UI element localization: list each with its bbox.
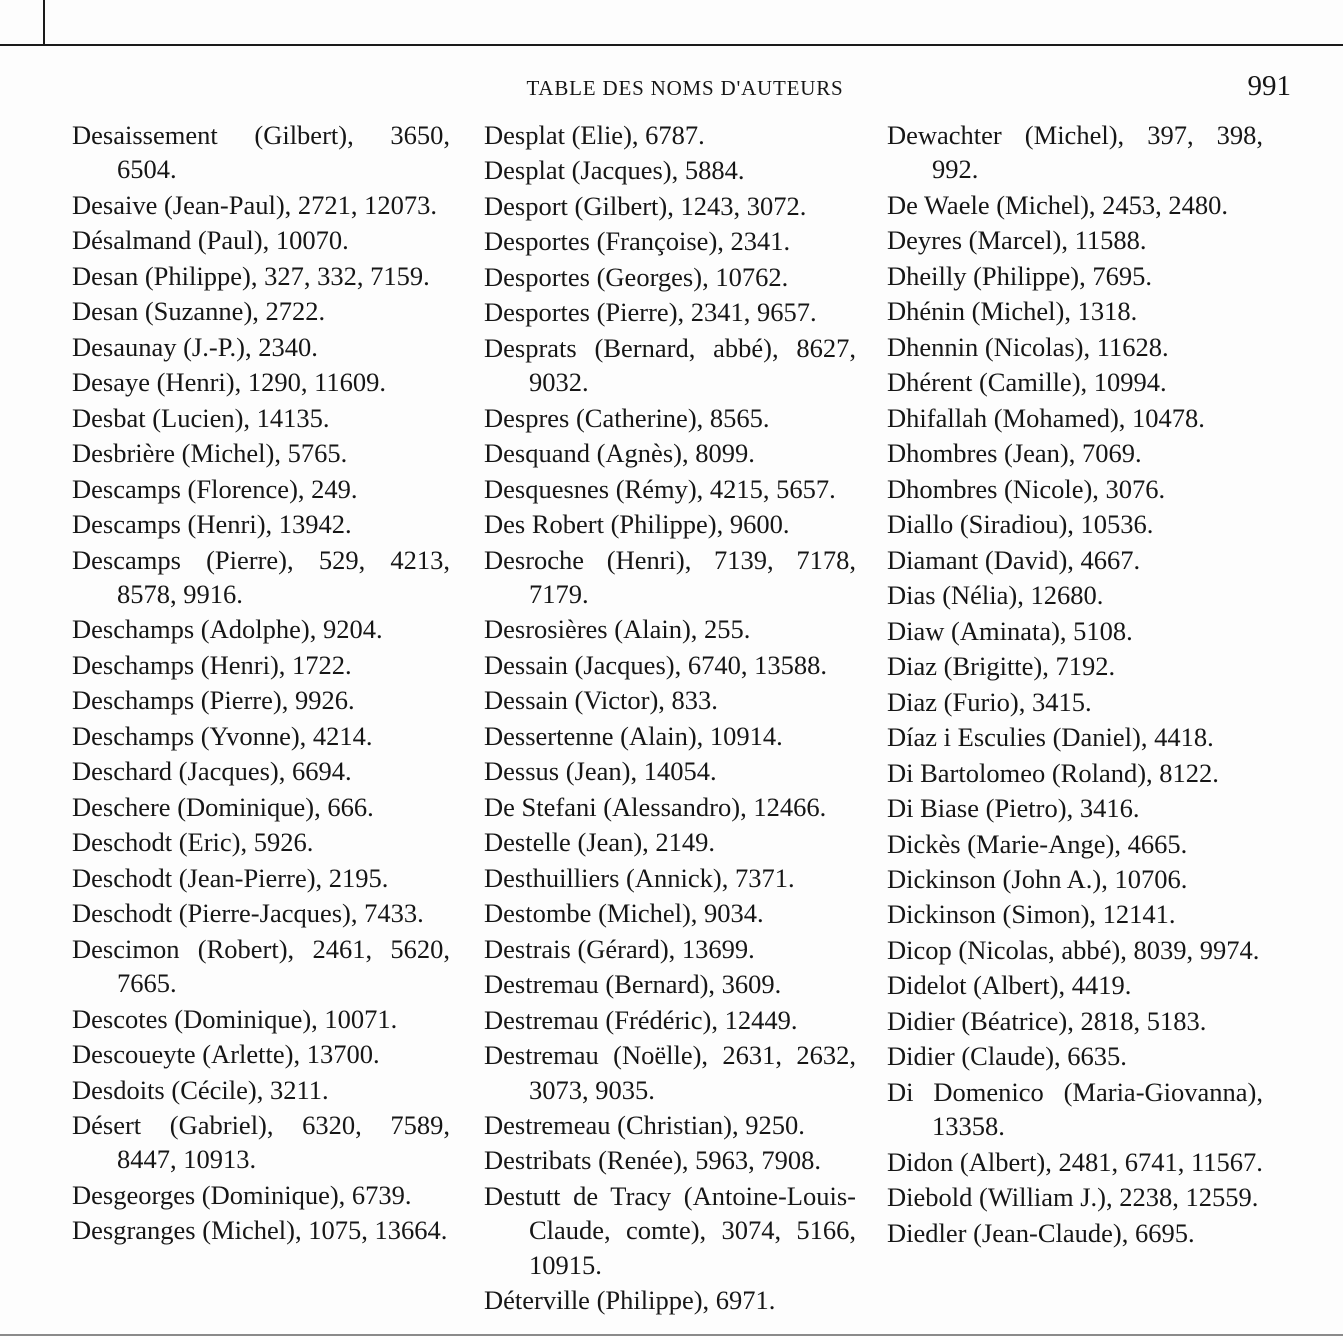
index-entry: Di Biase (Pietro), 3416. [887, 793, 1140, 824]
index-entry: Destelle (Jean), 2149. [484, 827, 716, 858]
index-entry: Destrais (Gérard), 13699. [484, 933, 755, 964]
index-entry: De Stefani (Alessandro), 12466. [484, 791, 827, 822]
index-entry: Didon (Albert), 2481, 6741, 11567. [887, 1146, 1263, 1177]
index-entry: Desroche (Henri), 7139, 7178, 7179. [484, 544, 856, 609]
index-column-1 [72, 118, 450, 1249]
index-entry: Diaw (Aminata), 5108. [887, 615, 1133, 646]
index-entry: Destremeau (Christian), 9250. [484, 1110, 805, 1140]
index-entry: Despres (Catherine), 8565. [484, 402, 770, 433]
index-entry: Desquesnes (Rémy), 4215, 5657. [484, 473, 836, 504]
index-entry: Déterville (Philippe), 6971. [484, 1285, 776, 1316]
index-entry: Desbat (Lucien), 14135. [72, 402, 330, 433]
index-entry: Dhombres (Nicole), 3076. [887, 473, 1166, 504]
index-entry: Díaz i Esculies (Daniel), 4418. [887, 722, 1214, 753]
index-entry: Descamps (Florence), 249. [72, 473, 358, 504]
index-entry: Desaive (Jean-Paul), 2721, 12073. [72, 189, 438, 220]
index-column-3 [887, 118, 1263, 1251]
index-column-2 [484, 118, 856, 1319]
index-entry: Desprats (Bernard, abbé), 8627, 9032. [484, 332, 856, 398]
index-entry: Dewachter (Michel), 397, 398, 992. [887, 120, 1263, 185]
index-entry: Dickinson (John A.), 10706. [887, 863, 1188, 894]
index-entry: Deschamps (Yvonne), 4214. [72, 720, 373, 751]
index-entry: Deyres (Marcel), 11588. [887, 225, 1147, 256]
index-entry: Desdoits (Cécile), 3211. [72, 1074, 329, 1105]
running-head: TABLE DES NOMS D'AUTEURS [526, 76, 844, 100]
index-entry: Deschere (Dominique), 666. [72, 791, 374, 822]
index-entry: Desportes (Françoise), 2341. [484, 226, 791, 257]
index-entry: Descamps (Henri), 13942. [72, 509, 352, 540]
index-entry: Deschodt (Eric), 5926. [72, 827, 314, 858]
index-entry: Dias (Nélia), 12680. [887, 580, 1104, 611]
index-entry: Desport (Gilbert), 1243, 3072. [484, 190, 807, 221]
index-entry: Des Robert (Philippe), 9600. [484, 509, 790, 540]
index-entry: Descotes (Dominique), 10071. [72, 1003, 398, 1034]
index-entry: Dheilly (Philippe), 7695. [887, 260, 1152, 291]
bottom-rule [0, 1334, 1343, 1336]
index-entry: Desportes (Pierre), 2341, 9657. [484, 297, 817, 328]
index-entry: Diedler (Jean-Claude), 6695. [887, 1217, 1195, 1248]
index-entry: Dhennin (Nicolas), 11628. [887, 331, 1169, 362]
index-entry: Deschard (Jacques), 6694. [72, 756, 352, 787]
index-entry: Descamps (Pierre), 529, 4213, 8578, 9916. [72, 544, 450, 609]
index-entry: Dhombres (Jean), 7069. [887, 438, 1142, 469]
index-entry: Diaz (Brigitte), 7192. [887, 651, 1116, 682]
index-entry: Didier (Claude), 6635. [887, 1041, 1127, 1072]
index-entry: Didelot (Albert), 4419. [887, 970, 1132, 1001]
index-entry: Deschodt (Pierre-Jacques), 7433. [72, 898, 424, 929]
index-entry: Dessertenne (Alain), 10914. [484, 720, 783, 751]
index-entry: Désert (Gabriel), 6320, 7589, 8447, 10913. [72, 1110, 450, 1175]
index-entry: Descoueyte (Arlette), 13700. [72, 1039, 380, 1070]
index-entry: Dessain (Victor), 833. [484, 685, 718, 716]
index-entry: Deschamps (Henri), 1722. [72, 649, 352, 680]
index-entry: Dhérent (Camille), 10994. [887, 367, 1167, 398]
index-entry: Di Bartolomeo (Roland), 8122. [887, 757, 1219, 788]
index-entry: Deschodt (Jean-Pierre), 2195. [72, 862, 389, 893]
index-entry: Dhifallah (Mohamed), 10478. [887, 402, 1205, 433]
index-entry: Deschamps (Adolphe), 9204. [72, 614, 383, 645]
index-entry: Diamant (David), 4667. [887, 544, 1141, 575]
index-entry: Dicop (Nicolas, abbé), 8039, 9974. [887, 934, 1260, 965]
index-entry: Diaz (Furio), 3415. [887, 686, 1092, 717]
index-entry: Desgranges (Michel), 1075, 13664. [72, 1215, 448, 1246]
index-entry: Désalmand (Paul), 10070. [72, 225, 349, 256]
index-entry: Desrosières (Alain), 255. [484, 614, 751, 645]
page-number: 991 [1247, 70, 1291, 102]
index-entry: Desbrière (Michel), 5765. [72, 438, 348, 469]
index-entry: Desquand (Agnès), 8099. [484, 438, 755, 469]
index-entry: Desplat (Jacques), 5884. [484, 155, 745, 186]
index-entry: Destribats (Renée), 5963, 7908. [484, 1145, 822, 1176]
index-entry: Dickinson (Simon), 12141. [887, 899, 1176, 930]
top-rule [0, 44, 1343, 46]
index-entry: Descimon (Robert), 2461, 5620, 7665. [72, 933, 450, 999]
index-entry: Destremau (Bernard), 3609. [484, 969, 782, 1000]
index-entry: Destutt de Tracy (Antoine-Louis-Claude, comte), 3074, 5166, 10915. [484, 1180, 856, 1280]
index-entry: Dhénin (Michel), 1318. [887, 296, 1138, 327]
top-margin-tick [43, 0, 45, 45]
index-entry: Desthuilliers (Annick), 7371. [484, 862, 795, 893]
index-entry: Desan (Philippe), 327, 332, 7159. [72, 260, 430, 291]
index-entry: Deschamps (Pierre), 9926. [72, 685, 355, 716]
index-entry: Destremau (Frédéric), 12449. [484, 1004, 798, 1035]
index-entry: Didier (Béatrice), 2818, 5183. [887, 1005, 1207, 1036]
index-entry: Dessus (Jean), 14054. [484, 756, 717, 787]
index-entry: Desgeorges (Dominique), 6739. [72, 1179, 412, 1210]
index-entry: Desaissement (Gilbert), 3650, 6504. [72, 120, 450, 185]
index-entry: Desplat (Elie), 6787. [484, 120, 705, 150]
index-entry: Di Domenico (Maria-Giovanna), 13358. [887, 1076, 1263, 1142]
index-entry: Desan (Suzanne), 2722. [72, 296, 326, 327]
index-entry: Desportes (Georges), 10762. [484, 261, 789, 292]
index-entry: Dickès (Marie-Ange), 4665. [887, 828, 1188, 859]
index-entry: Diebold (William J.), 2238, 12559. [887, 1182, 1259, 1213]
index-entry: Destombe (Michel), 9034. [484, 898, 764, 929]
index-entry: Desaunay (J.-P.), 2340. [72, 331, 318, 362]
index-entry: Desaye (Henri), 1290, 11609. [72, 367, 386, 398]
index-entry: Dessain (Jacques), 6740, 13588. [484, 649, 827, 680]
index-entry: De Waele (Michel), 2453, 2480. [887, 189, 1229, 220]
index-entry: Diallo (Siradiou), 10536. [887, 509, 1154, 540]
index-entry: Destremau (Noëlle), 2631, 2632, 3073, 9035. [484, 1040, 856, 1105]
